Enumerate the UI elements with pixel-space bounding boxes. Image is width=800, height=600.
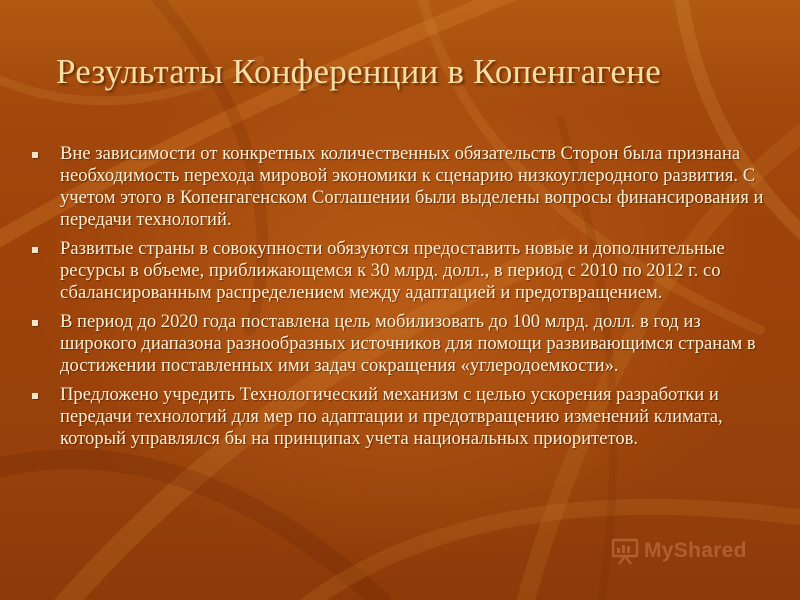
bullet-list	[32, 143, 772, 457]
square-bullet-icon	[32, 393, 38, 399]
presentation-board-icon	[610, 536, 640, 566]
bullet-text: Вне зависимости от конкретных количественных обязательств Сторон была признана необходимость перехода мировой экономики к сценарию низкоуглеродного развития. С учетом этого в Копенгагенском Соглашении были выделены вопросы финансирования и передачи технологий.	[60, 143, 764, 230]
watermark-text: MyShared	[644, 539, 747, 562]
list-item	[32, 311, 772, 377]
bullet-text: Развитые страны в совокупности обязуются предоставить новые и дополнительные ресурсы в объеме, приближающемся к 30 млрд. долл., в период с 2010 по 2012 г. со сбалансированным распределением между адаптацией и предотвращением.	[60, 238, 725, 303]
square-bullet-icon	[32, 152, 38, 158]
bullet-text: Предложено учредить Технологический механизм с целью ускорения разработки и передачи технологий для мер по адаптации и предотвращению изменений климата, который управлялся бы на принципах учета национальных приоритетов.	[60, 384, 723, 449]
list-item	[32, 238, 772, 304]
bullet-text: В период до 2020 года поставлена цель мобилизовать до 100 млрд. долл. в год из широкого диапазона разнообразных источников для помощи развивающимся странам в достижении поставленных ими задач сокращения «углеродоемкости».	[60, 311, 756, 376]
watermark	[610, 536, 747, 566]
square-bullet-icon	[32, 247, 38, 253]
square-bullet-icon	[32, 320, 38, 326]
list-item	[32, 143, 772, 231]
slide-title: Результаты Конференции в Копенгагене	[56, 52, 661, 91]
list-item	[32, 384, 772, 450]
